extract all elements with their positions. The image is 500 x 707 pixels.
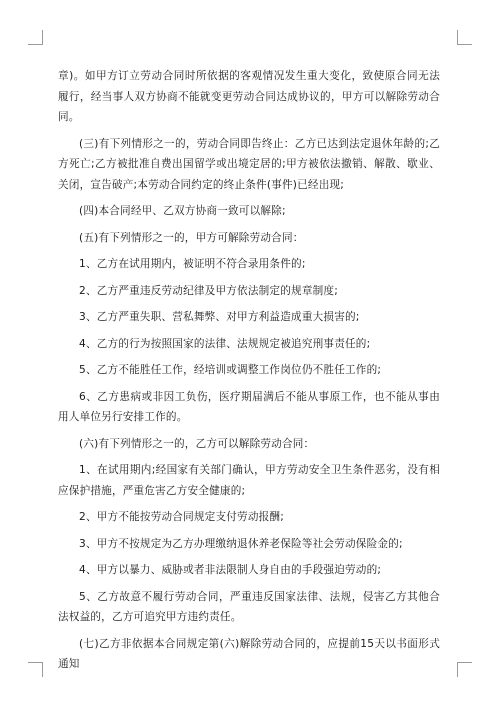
paragraph-clause-5-item-4: 4、乙方的行为按照国家的法律、法规规定被追究刑事责任的; xyxy=(79,337,371,350)
paragraph-clause-3: (三)有下列情形之一的，劳动合同即告终止：乙方已达到法定退休年龄的;乙方死亡;乙方被批准自费出国留学或出境定居的;甲方被依法撤销、解散、歇业、关闭，宣告破产;本劳动合同约定的终止条件(事件)已经出现; xyxy=(58,137,440,191)
paragraph-clause-6-item-2: 2、甲方不能按劳动合同规定支付劳动报酬; xyxy=(79,511,284,523)
paragraph-clause-5-item-5: 5、乙方不能胜任工作，经培训或调整工作岗位仍不胜任工作的; xyxy=(79,364,382,376)
paragraph-clause-5-item-1: 1、乙方在试用期内，被证明不符合录用条件的; xyxy=(79,258,306,270)
paragraph-clause-6-item-1: 1、在试用期内;经国家有关部门确认，甲方劳动安全卫生条件恶劣，没有相应保护措施，严重危害乙方安全健康的; xyxy=(58,464,440,497)
paragraph-clause-5-item-6: 6、乙方患病或非因工负伤，医疗期届满后不能从事原工作，也不能从事由用人单位另行安排工作的。 xyxy=(58,390,440,423)
paragraph-clause-5-item-2: 2、乙方严重违反劳动纪律及甲方依法制定的规章制度; xyxy=(79,284,338,297)
paragraph-clause-4: (四)本合同经甲、乙双方协商一致可以解除; xyxy=(79,205,286,217)
document-body xyxy=(58,66,440,675)
paragraph-clause-5: (五)有下列情形之一的，甲方可解除劳动合同： xyxy=(79,231,304,244)
paragraph-clause-6-item-3: 3、甲方不按规定为乙方办理缴纳退休养老保险等社会劳动保险金的; xyxy=(79,537,403,550)
paragraph-clause-7: (七)乙方非依据本合同规定第(六)解除劳动合同的，应提前15天以书面形式通知 xyxy=(58,637,440,670)
crop-mark-top-left xyxy=(28,30,43,45)
crop-mark-top-right xyxy=(457,30,472,45)
paragraph-clause-6-item-4: 4、甲方以暴力、威胁或者非法限制人身自由的手段强迫劳动的; xyxy=(79,564,382,576)
paragraph-clause-5-item-3: 3、乙方严重失职、营私舞弊、对甲方利益造成重大损害的; xyxy=(79,311,360,323)
paragraph-clause-6-item-5: 5、乙方故意不履行劳动合同，严重违反国家法律、法规，侵害乙方其他合法权益的，乙方可追究甲方违约责任。 xyxy=(58,590,440,623)
paragraph-clause-6: (六)有下列情形之一的，乙方可以解除劳动合同： xyxy=(79,437,315,450)
crop-mark-bottom-right xyxy=(457,662,472,677)
crop-mark-bottom-left xyxy=(28,662,43,677)
paragraph-continuation: 章)。如甲方订立劳动合同时所依据的客观情况发生重大变化，致使原合同无法履行，经当事人双方协商不能就变更劳动合同达成协议的，甲方可以解除劳动合同。 xyxy=(58,70,440,123)
